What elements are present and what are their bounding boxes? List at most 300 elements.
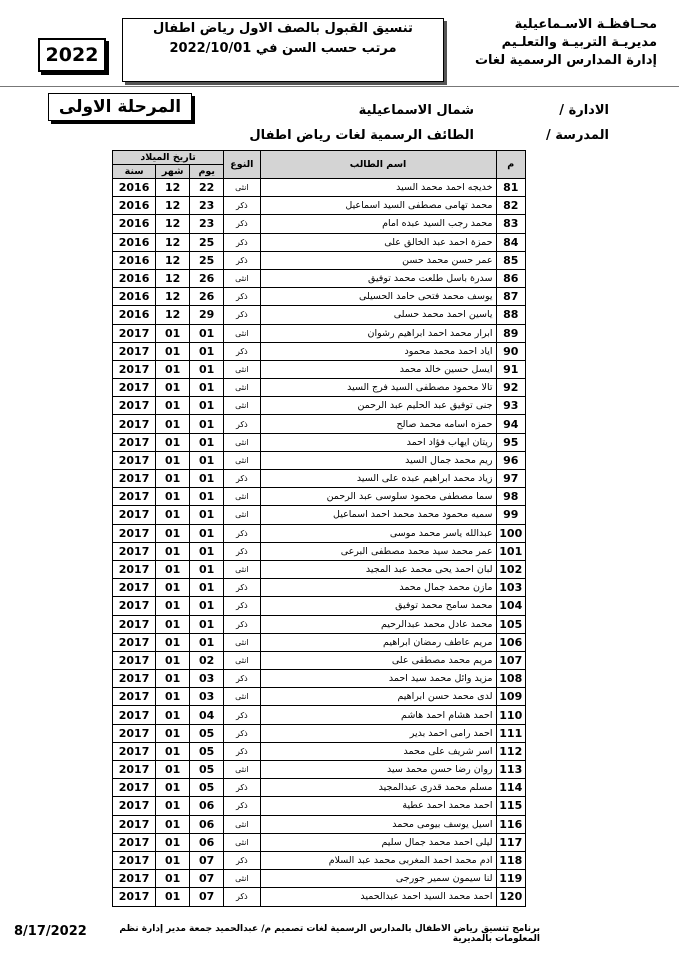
birth-day: 01 (190, 451, 224, 469)
table-row (113, 215, 526, 233)
birth-year: 2016 (113, 251, 156, 269)
table-row (113, 560, 526, 578)
birth-year: 2017 (113, 724, 156, 742)
birth-day: 01 (190, 560, 224, 578)
birth-year: 2017 (113, 761, 156, 779)
birth-year: 2017 (113, 797, 156, 815)
birth-year: 2017 (113, 815, 156, 833)
table-row (113, 524, 526, 542)
birth-day: 05 (190, 724, 224, 742)
birth-year: 2017 (113, 579, 156, 597)
birth-day: 25 (190, 233, 224, 251)
row-number: 112 (496, 742, 526, 760)
row-number: 109 (496, 688, 526, 706)
birth-month: 12 (156, 179, 190, 197)
birth-year: 2017 (113, 488, 156, 506)
student-name: محمد عادل محمد عبدالرحيم (260, 615, 496, 633)
row-number: 102 (496, 560, 526, 578)
col-header-year: سنة (113, 165, 156, 179)
birth-day: 25 (190, 251, 224, 269)
birth-month: 01 (156, 342, 190, 360)
gender: انثى (224, 870, 260, 888)
birth-month: 01 (156, 415, 190, 433)
gender: انثى (224, 433, 260, 451)
student-name: مزيد وائل محمد سيد احمد (260, 670, 496, 688)
birth-year: 2017 (113, 433, 156, 451)
title-line-1: تنسيق القبول بالصف الاول رياض اطفال (153, 21, 413, 36)
birth-year: 2016 (113, 269, 156, 287)
birth-month: 01 (156, 360, 190, 378)
gender: انثى (224, 324, 260, 342)
birth-day: 01 (190, 342, 224, 360)
gender: انثى (224, 506, 260, 524)
row-number: 89 (496, 324, 526, 342)
gender: ذكر (224, 197, 260, 215)
row-number: 87 (496, 288, 526, 306)
table-row (113, 233, 526, 251)
student-name: ايسل حسين خالد محمد (260, 360, 496, 378)
table-row (113, 179, 526, 197)
student-name: لنا سيمون سمير جورجى (260, 870, 496, 888)
row-number: 103 (496, 579, 526, 597)
table-row (113, 742, 526, 760)
birth-month: 01 (156, 797, 190, 815)
school-value: الطائف الرسمية لغات رياض اطفال (249, 128, 474, 143)
student-name: لبان احمد يحى محمد عبد المجيد (260, 560, 496, 578)
birth-day: 03 (190, 688, 224, 706)
birth-day: 01 (190, 415, 224, 433)
row-number: 94 (496, 415, 526, 433)
birth-month: 01 (156, 542, 190, 560)
table-row (113, 379, 526, 397)
table-row (113, 888, 526, 906)
row-number: 106 (496, 633, 526, 651)
student-name: زياد محمد ابراهيم عبده على السيد (260, 470, 496, 488)
gender: انثى (224, 651, 260, 669)
birth-day: 01 (190, 433, 224, 451)
gender: ذكر (224, 342, 260, 360)
birth-day: 01 (190, 542, 224, 560)
birth-day: 01 (190, 470, 224, 488)
birth-year: 2017 (113, 470, 156, 488)
birth-day: 01 (190, 397, 224, 415)
footer-date: 8/17/2022 (14, 924, 87, 939)
birth-month: 01 (156, 888, 190, 906)
birth-month: 12 (156, 197, 190, 215)
birth-year: 2017 (113, 506, 156, 524)
birth-month: 01 (156, 651, 190, 669)
gender: انثى (224, 379, 260, 397)
admin-label: الادارة / (559, 103, 609, 118)
row-number: 92 (496, 379, 526, 397)
table-row (113, 615, 526, 633)
student-name: ليلى احمد محمد جمال سليم (260, 833, 496, 851)
gender: انثى (224, 397, 260, 415)
gender: انثى (224, 633, 260, 651)
stage-badge: المرحلة الاولى (48, 93, 192, 121)
header-divider (0, 86, 679, 87)
birth-year: 2016 (113, 306, 156, 324)
birth-month: 01 (156, 833, 190, 851)
birth-month: 01 (156, 560, 190, 578)
gender: انثى (224, 560, 260, 578)
row-number: 85 (496, 251, 526, 269)
birth-month: 01 (156, 433, 190, 451)
birth-month: 01 (156, 506, 190, 524)
gender: ذكر (224, 779, 260, 797)
row-number: 114 (496, 779, 526, 797)
birth-day: 07 (190, 851, 224, 869)
gender: ذكر (224, 579, 260, 597)
birth-month: 01 (156, 597, 190, 615)
birth-year: 2017 (113, 324, 156, 342)
birth-year: 2017 (113, 342, 156, 360)
table-row (113, 470, 526, 488)
gender: ذكر (224, 888, 260, 906)
birth-year: 2017 (113, 779, 156, 797)
birth-year: 2016 (113, 179, 156, 197)
row-number: 86 (496, 269, 526, 287)
gender: ذكر (224, 524, 260, 542)
birth-year: 2017 (113, 451, 156, 469)
student-name: حمزة احمد عبد الخالق على (260, 233, 496, 251)
year-badge: 2022 (38, 38, 106, 72)
birth-year: 2016 (113, 288, 156, 306)
gender: ذكر (224, 742, 260, 760)
col-header-month: شهر (156, 165, 190, 179)
gender: ذكر (224, 251, 260, 269)
row-number: 82 (496, 197, 526, 215)
table-row (113, 269, 526, 287)
row-number: 118 (496, 851, 526, 869)
birth-day: 01 (190, 324, 224, 342)
birth-month: 01 (156, 397, 190, 415)
birth-day: 06 (190, 833, 224, 851)
gender: ذكر (224, 470, 260, 488)
col-header-dob: تاريخ الميلاد (113, 151, 224, 165)
gender: ذكر (224, 597, 260, 615)
row-number: 96 (496, 451, 526, 469)
student-name: اسيل يوسف بيومى محمد (260, 815, 496, 833)
row-number: 119 (496, 870, 526, 888)
birth-month: 01 (156, 779, 190, 797)
birth-year: 2017 (113, 360, 156, 378)
table-row (113, 651, 526, 669)
gender: ذكر (224, 851, 260, 869)
birth-day: 01 (190, 579, 224, 597)
table-row (113, 851, 526, 869)
table-row (113, 779, 526, 797)
birth-year: 2017 (113, 670, 156, 688)
birth-day: 06 (190, 815, 224, 833)
birth-day: 26 (190, 269, 224, 287)
birth-year: 2017 (113, 597, 156, 615)
table-row (113, 360, 526, 378)
student-name: عمر محمد سيد محمد مصطفى البرعى (260, 542, 496, 560)
birth-day: 01 (190, 597, 224, 615)
birth-year: 2017 (113, 415, 156, 433)
org-directorate: مديريـة التربيـة والتعلـيم (501, 35, 657, 50)
birth-month: 01 (156, 470, 190, 488)
footer-credit: برنامج تنسيق رياض الاطفال بالمدارس الرسمية لغات تصميم م/ عبدالحميد جمعة مدير إدارة نظم المعلومات بالمديرية (119, 924, 540, 944)
birth-month: 12 (156, 233, 190, 251)
birth-year: 2017 (113, 851, 156, 869)
birth-month: 01 (156, 851, 190, 869)
student-name: حمزه اسامه محمد صالح (260, 415, 496, 433)
birth-day: 01 (190, 360, 224, 378)
birth-year: 2017 (113, 397, 156, 415)
student-name: محمد رجب السيد عبده امام (260, 215, 496, 233)
row-number: 116 (496, 815, 526, 833)
student-name: احمد محمد السيد احمد عبدالحميد (260, 888, 496, 906)
table-row (113, 688, 526, 706)
birth-day: 23 (190, 215, 224, 233)
birth-month: 01 (156, 815, 190, 833)
birth-year: 2017 (113, 379, 156, 397)
row-number: 111 (496, 724, 526, 742)
gender: انثى (224, 815, 260, 833)
table-row (113, 342, 526, 360)
birth-day: 29 (190, 306, 224, 324)
birth-month: 01 (156, 615, 190, 633)
birth-year: 2017 (113, 524, 156, 542)
birth-month: 01 (156, 633, 190, 651)
student-name: مسلم محمد قدرى عبدالمجيد (260, 779, 496, 797)
student-name: مريم عاطف رمضان ابراهيم (260, 633, 496, 651)
table-row (113, 870, 526, 888)
gender: ذكر (224, 542, 260, 560)
row-number: 84 (496, 233, 526, 251)
birth-year: 2017 (113, 633, 156, 651)
row-number: 95 (496, 433, 526, 451)
row-number: 93 (496, 397, 526, 415)
birth-day: 04 (190, 706, 224, 724)
col-header-number: م (496, 151, 526, 179)
gender: ذكر (224, 615, 260, 633)
row-number: 105 (496, 615, 526, 633)
birth-day: 01 (190, 506, 224, 524)
table-row (113, 542, 526, 560)
birth-day: 23 (190, 197, 224, 215)
student-name: ادم محمد احمد المغربى محمد عبد السلام (260, 851, 496, 869)
student-name: ريم محمد جمال السيد (260, 451, 496, 469)
table-row (113, 706, 526, 724)
birth-day: 01 (190, 615, 224, 633)
student-name: مريم محمد مصطفى على (260, 651, 496, 669)
gender: ذكر (224, 797, 260, 815)
birth-day: 01 (190, 633, 224, 651)
table-row (113, 670, 526, 688)
birth-month: 01 (156, 870, 190, 888)
birth-year: 2016 (113, 215, 156, 233)
birth-month: 01 (156, 688, 190, 706)
row-number: 81 (496, 179, 526, 197)
gender: انثى (224, 360, 260, 378)
birth-year: 2017 (113, 742, 156, 760)
gender: ذكر (224, 670, 260, 688)
student-name: ريتان ايهاب فؤاد احمد (260, 433, 496, 451)
table-row (113, 288, 526, 306)
gender: ذكر (224, 215, 260, 233)
student-name: سدرة باسل طلعت محمد توفيق (260, 269, 496, 287)
row-number: 120 (496, 888, 526, 906)
title-box (122, 18, 444, 82)
birth-day: 01 (190, 488, 224, 506)
birth-year: 2017 (113, 651, 156, 669)
row-number: 101 (496, 542, 526, 560)
row-number: 91 (496, 360, 526, 378)
student-name: سما مصطفى محمود سلوسى عبد الرحمن (260, 488, 496, 506)
birth-day: 26 (190, 288, 224, 306)
gender: ذكر (224, 233, 260, 251)
birth-day: 22 (190, 179, 224, 197)
student-name: محمد تهامى مصطفى السيد اسماعيل (260, 197, 496, 215)
table-row (113, 761, 526, 779)
col-header-gender: النوع (224, 151, 260, 179)
student-name: تالا محمود مصطفى السيد فرج السيد (260, 379, 496, 397)
birth-day: 06 (190, 797, 224, 815)
organization-header (447, 16, 657, 70)
birth-month: 01 (156, 488, 190, 506)
row-number: 97 (496, 470, 526, 488)
col-header-name: اسم الطالب (260, 151, 496, 179)
birth-month: 12 (156, 269, 190, 287)
title-line-2: مرتب حسب السن في 2022/10/01 (169, 41, 397, 56)
birth-day: 05 (190, 779, 224, 797)
students-table (112, 150, 526, 907)
birth-month: 12 (156, 215, 190, 233)
student-name: ياسين احمد محمد حسلى (260, 306, 496, 324)
table-row (113, 506, 526, 524)
org-governorate: محـافظـة الاسـماعيلية (514, 17, 657, 32)
col-header-day: يوم (190, 165, 224, 179)
row-number: 83 (496, 215, 526, 233)
birth-day: 01 (190, 379, 224, 397)
birth-year: 2017 (113, 615, 156, 633)
row-number: 100 (496, 524, 526, 542)
student-name: يوسف محمد فتحى حامد الحسيلى (260, 288, 496, 306)
student-name: خديجه احمد محمد السيد (260, 179, 496, 197)
table-row (113, 724, 526, 742)
birth-day: 03 (190, 670, 224, 688)
birth-day: 02 (190, 651, 224, 669)
admin-value: شمال الاسماعيلية (358, 103, 474, 118)
gender: انثى (224, 179, 260, 197)
birth-year: 2016 (113, 233, 156, 251)
table-row (113, 415, 526, 433)
student-name: لدى محمد حسن ابراهيم (260, 688, 496, 706)
org-administration: إدارة المدارس الرسمية لغات (474, 53, 657, 68)
table-row (113, 833, 526, 851)
student-name: سميه محمود محمد محمد احمد اسماعيل (260, 506, 496, 524)
student-name: ابرار محمد احمد ابراهيم رشوان (260, 324, 496, 342)
row-number: 115 (496, 797, 526, 815)
birth-month: 01 (156, 524, 190, 542)
row-number: 88 (496, 306, 526, 324)
row-number: 98 (496, 488, 526, 506)
birth-day: 05 (190, 761, 224, 779)
birth-year: 2017 (113, 833, 156, 851)
table-row (113, 579, 526, 597)
birth-day: 07 (190, 870, 224, 888)
birth-month: 01 (156, 761, 190, 779)
row-number: 117 (496, 833, 526, 851)
row-number: 108 (496, 670, 526, 688)
table-row (113, 251, 526, 269)
student-name: روان رضا حسن محمد سيد (260, 761, 496, 779)
birth-year: 2017 (113, 870, 156, 888)
student-name: اسر شريف على محمد (260, 742, 496, 760)
birth-month: 01 (156, 451, 190, 469)
student-name: محمد سامح محمد توفيق (260, 597, 496, 615)
gender: ذكر (224, 306, 260, 324)
row-number: 113 (496, 761, 526, 779)
gender: ذكر (224, 724, 260, 742)
table-row (113, 633, 526, 651)
gender: انثى (224, 761, 260, 779)
table-row (113, 324, 526, 342)
table-row (113, 815, 526, 833)
birth-month: 01 (156, 324, 190, 342)
birth-month: 01 (156, 379, 190, 397)
gender: انثى (224, 688, 260, 706)
birth-month: 01 (156, 670, 190, 688)
gender: ذكر (224, 706, 260, 724)
row-number: 90 (496, 342, 526, 360)
row-number: 107 (496, 651, 526, 669)
school-label: المدرسة / (546, 128, 609, 143)
student-name: اياد احمد محمد محمود (260, 342, 496, 360)
table-row (113, 433, 526, 451)
birth-year: 2016 (113, 197, 156, 215)
birth-year: 2017 (113, 706, 156, 724)
birth-month: 01 (156, 706, 190, 724)
birth-month: 01 (156, 724, 190, 742)
gender: انثى (224, 451, 260, 469)
student-name: احمد محمد احمد عطية (260, 797, 496, 815)
birth-month: 01 (156, 579, 190, 597)
birth-year: 2017 (113, 688, 156, 706)
student-name: جنى توفيق عبد الحليم عبد الرحمن (260, 397, 496, 415)
table-row (113, 597, 526, 615)
birth-year: 2017 (113, 888, 156, 906)
table-row (113, 488, 526, 506)
birth-month: 01 (156, 742, 190, 760)
gender: انثى (224, 833, 260, 851)
birth-month: 12 (156, 306, 190, 324)
birth-year: 2017 (113, 560, 156, 578)
student-name: عبدالله ياسر محمد موسى (260, 524, 496, 542)
gender: انثى (224, 488, 260, 506)
birth-day: 05 (190, 742, 224, 760)
student-name: احمد هشام احمد هاشم (260, 706, 496, 724)
table-row (113, 397, 526, 415)
birth-day: 01 (190, 524, 224, 542)
student-name: احمد رامى احمد بدير (260, 724, 496, 742)
student-name: عمر حسن محمد حسن (260, 251, 496, 269)
table-row (113, 197, 526, 215)
gender: انثى (224, 269, 260, 287)
row-number: 110 (496, 706, 526, 724)
gender: ذكر (224, 288, 260, 306)
birth-year: 2017 (113, 542, 156, 560)
student-name: مازن محمد جمال محمد (260, 579, 496, 597)
table-row (113, 306, 526, 324)
birth-month: 12 (156, 251, 190, 269)
birth-month: 12 (156, 288, 190, 306)
table-row (113, 797, 526, 815)
gender: ذكر (224, 415, 260, 433)
